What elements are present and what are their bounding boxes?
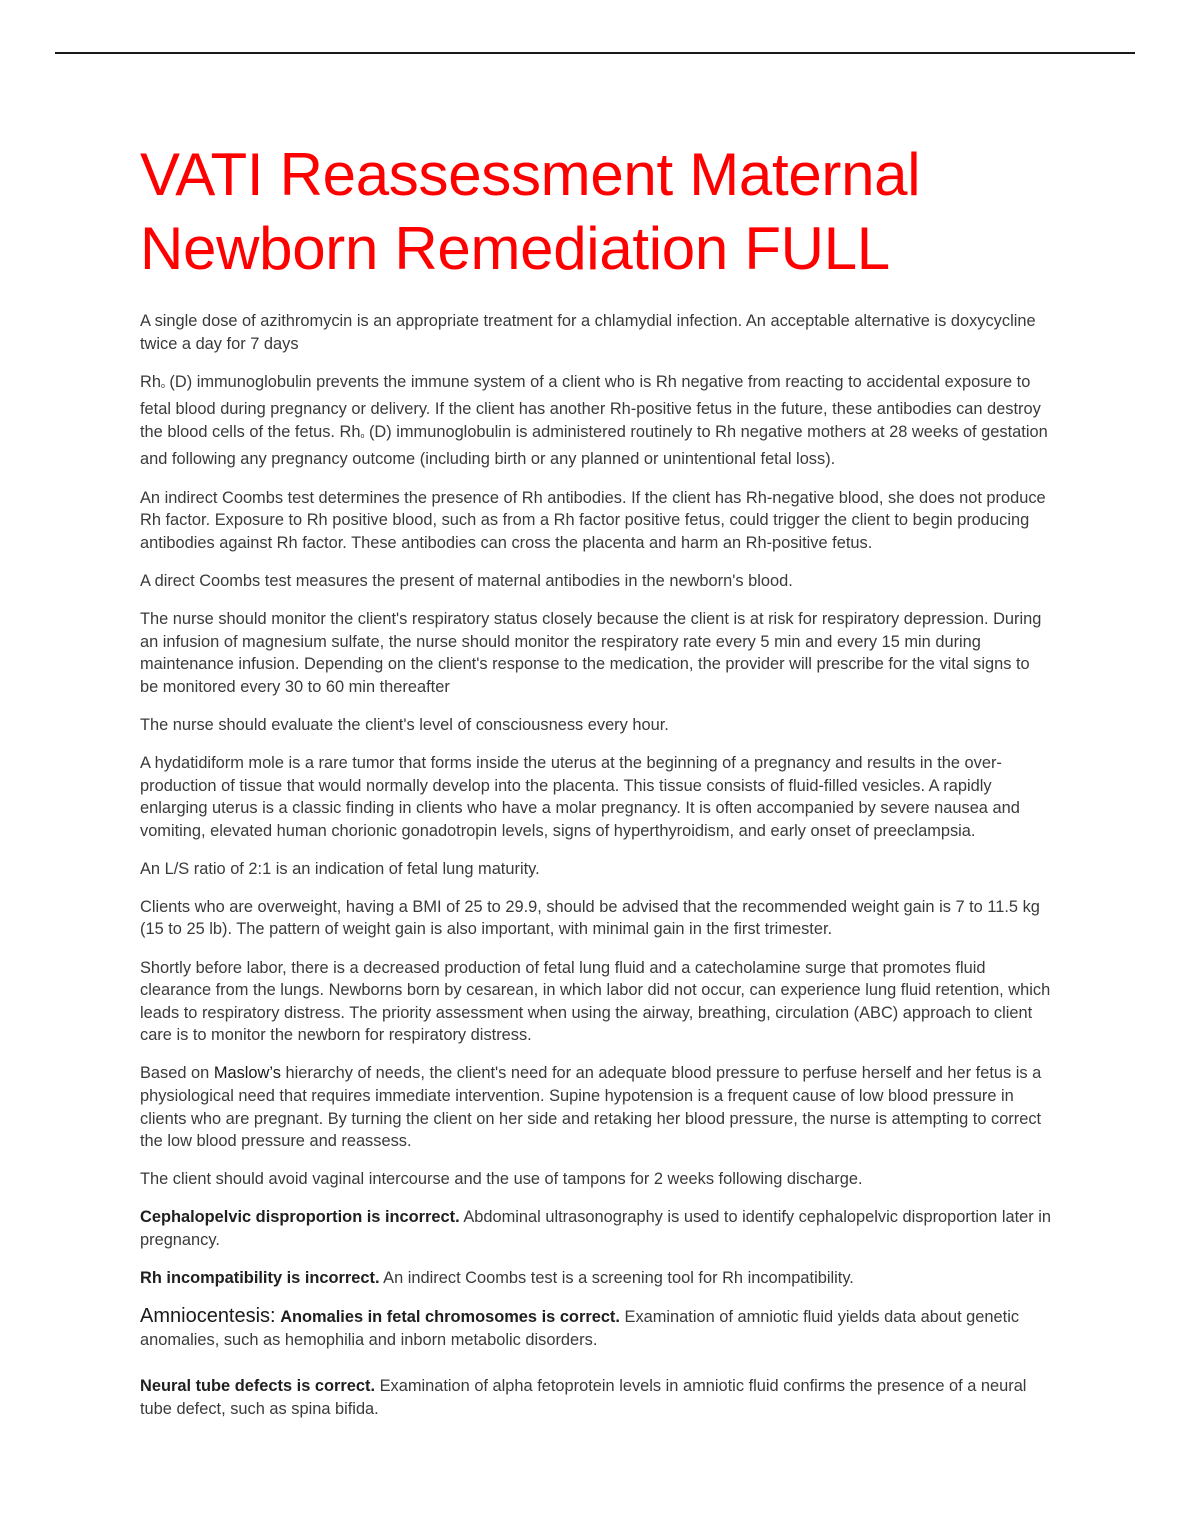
amniocentesis-heading: Anomalies in fetal chromosomes is correct. bbox=[280, 1308, 620, 1327]
paragraph-indirect-coombs: An indirect Coombs test determines the presence of Rh antibodies. If the client has Rh-negative blood, she does not produce Rh factor. Exposure to Rh positive blood, such as from a Rh factor positive fetus, could trigger the client to begin producing antibodies against Rh factor. These antibodies can cross the placenta and harm an Rh-positive fetus. bbox=[140, 488, 1046, 552]
rh-text: Rh bbox=[140, 372, 161, 391]
maslow-text-a: Based on bbox=[140, 1064, 214, 1083]
rh-incompatibility-text: An indirect Coombs test is a screening tool for Rh incompatibility. bbox=[379, 1269, 854, 1288]
neural-tube-text: Examination of alpha fetoprotein levels in amniotic fluid confirms the presence of a neural tube defect, such as spina bifida. bbox=[140, 1377, 1027, 1418]
top-divider bbox=[55, 52, 1135, 54]
rh-incompatibility-heading: Rh incompatibility is incorrect. bbox=[140, 1269, 380, 1288]
maslow-term: Maslow’s bbox=[213, 1064, 281, 1083]
paragraph-rh-incompatibility bbox=[140, 1267, 1052, 1290]
paragraph-azithromycin: A single dose of azithromycin is an appropriate treatment for a chlamydial infection. An acceptable alternative is doxycycline twice a day for 7 days bbox=[140, 312, 1036, 353]
title-line-2: Newborn Remediation FULL bbox=[140, 215, 890, 282]
rh-subscript: o bbox=[160, 382, 165, 390]
paragraph-neural-tube bbox=[140, 1375, 1052, 1420]
page-title bbox=[140, 138, 1052, 286]
cephalopelvic-heading: Cephalopelvic disproportion is incorrect. bbox=[140, 1208, 460, 1227]
cephalopelvic-text: Abdominal ultrasonography is used to identify cephalopelvic disproportion later in pregnancy. bbox=[140, 1208, 1052, 1249]
rh-text-b: (D) immunoglobulin is administered routinely to Rh negative mothers at 28 weeks of gestation and following any pregnancy outcome (including birth or any planned or unintentional fetal loss). bbox=[140, 422, 1048, 469]
document-body bbox=[140, 138, 1052, 1436]
paragraph-cephalopelvic bbox=[140, 1206, 1052, 1251]
title-line-1: VATI Reassessment Maternal bbox=[140, 141, 921, 208]
paragraph-direct-coombs: A direct Coombs test measures the present of maternal antibodies in the newborn's blood. bbox=[140, 571, 793, 590]
rh-text-a: (D) immunoglobulin prevents the immune system of a client who is Rh negative from reacting to accidental exposure to fetal blood during pregnancy or delivery. If the client has another Rh-positive fetus in the future, these antibodies can destroy the blood cells of the fetus. bbox=[140, 372, 1041, 441]
paragraph-magnesium-sulfate: The nurse should monitor the client's respiratory status closely because the client is at risk for respiratory depression. During an infusion of magnesium sulfate, the nurse should monitor the respiratory rate every 5 min and every 15 min during maintenance infusion. Depending on the client's response to the medication, the provider will prescribe for the vital signs to be monitored every 30 to 60 min thereafter bbox=[140, 609, 1042, 696]
paragraph-lung-fluid: Shortly before labor, there is a decreased production of fetal lung fluid and a catecholamine surge that promotes fluid clearance from the lungs. Newborns born by cesarean, in which labor did not occur, can experience lung fluid retention, which leads to respiratory distress. The priority assessment when using the airway, breathing, circulation (ABC) approach to client care is to monitor the newborn for respiratory distress. bbox=[140, 958, 1051, 1045]
paragraph-rho-immunoglobulin bbox=[140, 371, 1052, 471]
maslow-text-b: hierarchy of needs, the client's need for an adequate blood pressure to perfuse herself and her fetus is a physiological need that requires immediate intervention. Supine hypotension is a frequent cause of low blood pressure in clients who are pregnant. By turning the client on her side and retaking her blood pressure, the nurse is attempting to correct the low blood pressure and reassess. bbox=[140, 1064, 1042, 1151]
paragraph-weight-gain: Clients who are overweight, having a BMI of 25 to 29.9, should be advised that the recommended weight gain is 7 to 11.5 kg (15 to 25 lb). The pattern of weight gain is also important, with minimal gain in the first trimester. bbox=[140, 897, 1040, 939]
neural-tube-heading: Neural tube defects is correct. bbox=[140, 1377, 376, 1396]
paragraph-hydatidiform-mole: A hydatidiform mole is a rare tumor that forms inside the uterus at the beginning of a pregnancy and results in the over-production of tissue that would normally develop into the placenta. This tissue consists of fluid-filled vesicles. A rapidly enlarging uterus is a classic finding in clients who have a molar pregnancy. It is often accompanied by severe nausea and vomiting, elevated human chorionic gonadotropin levels, signs of hyperthyroidism, and early onset of preeclampsia. bbox=[140, 753, 1020, 840]
paragraph-amniocentesis bbox=[140, 1305, 1052, 1351]
rh-text-2: Rh bbox=[339, 422, 361, 441]
paragraph-consciousness: The nurse should evaluate the client's level of consciousness every hour. bbox=[140, 715, 669, 734]
paragraph-maslow bbox=[140, 1062, 1052, 1152]
amniocentesis-label: Amniocentesis: bbox=[140, 1305, 276, 1328]
rh-subscript-2: o bbox=[360, 432, 365, 440]
amniocentesis-text: Examination of amniotic fluid yields data about genetic anomalies, such as hemophilia and inborn metabolic disorders. bbox=[140, 1308, 1020, 1349]
paragraph-discharge: The client should avoid vaginal intercourse and the use of tampons for 2 weeks following discharge. bbox=[140, 1170, 863, 1189]
paragraph-ls-ratio: An L/S ratio of 2:1 is an indication of fetal lung maturity. bbox=[140, 859, 540, 878]
